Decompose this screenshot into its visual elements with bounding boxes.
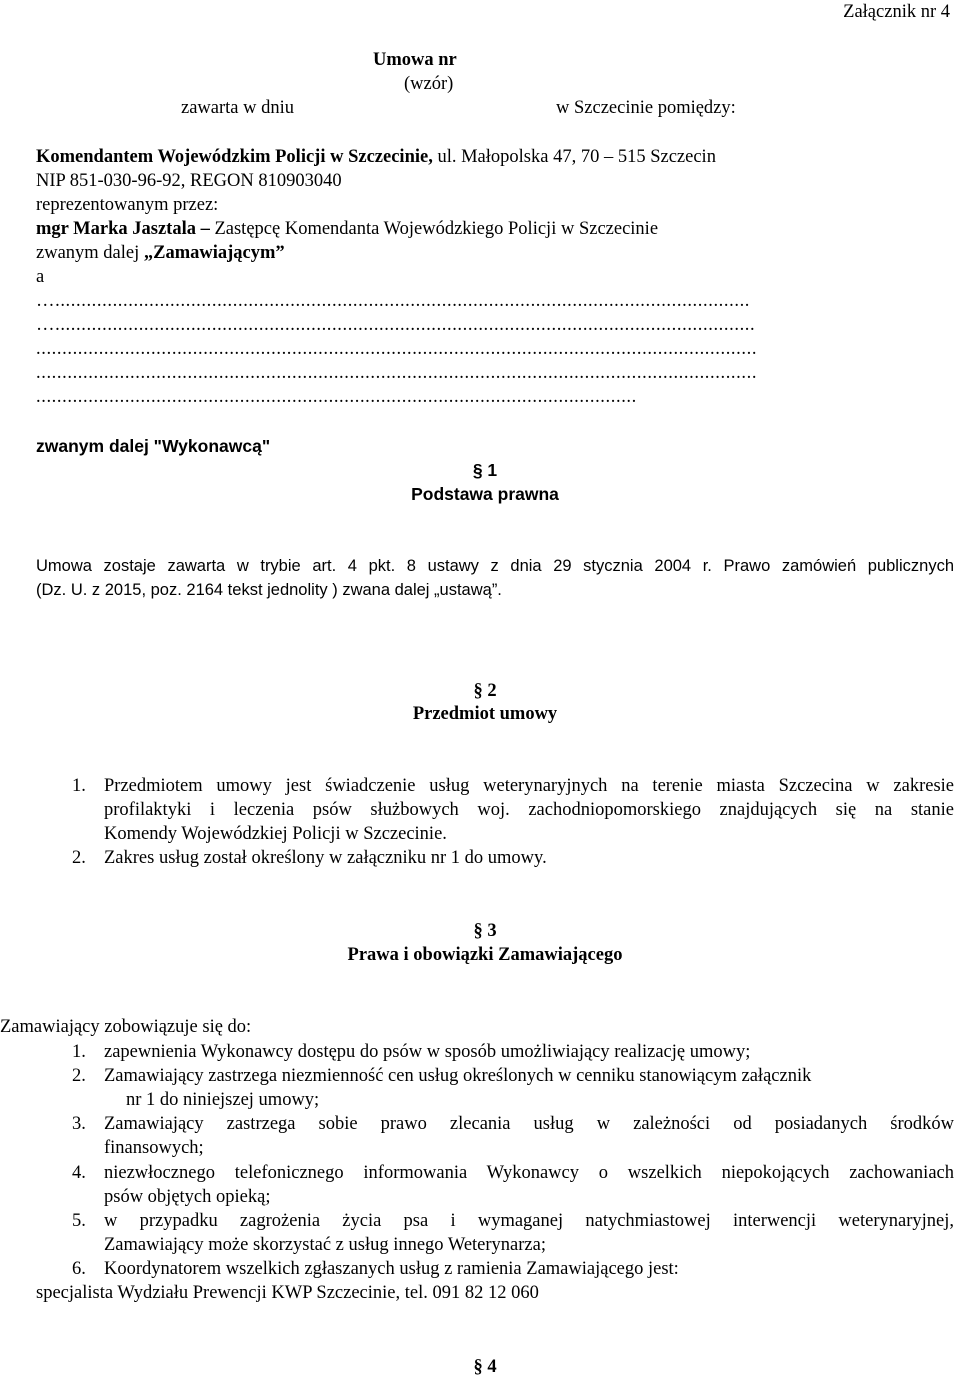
section-4-number: § 4 bbox=[473, 1357, 497, 1377]
contractor-alias: zwanym dalej "Wykonawcą" bbox=[36, 436, 271, 456]
contractor-placeholder-line-3: .......................................................................................................................................... bbox=[36, 340, 758, 359]
represented-by-label: reprezentowanym przez: bbox=[36, 195, 219, 215]
section-3-item-6-line-1: Koordynatorem wszelkich zgłaszanych usług z ramienia Zamawiającego jest: bbox=[104, 1259, 679, 1279]
contractor-placeholder-line-5: ................................................................................................................... bbox=[36, 388, 637, 407]
section-3-item-3-number: 3. bbox=[72, 1114, 86, 1134]
section-1-text-line-1: Umowa zostaje zawarta w trybie art. 4 pkt. 8 ustawy z dnia 29 stycznia 2004 r. Prawo zamówień publicznych bbox=[36, 557, 954, 575]
section-1-title: Podstawa prawna bbox=[411, 484, 559, 504]
section-3-item-2-line-2: nr 1 do niniejszej umowy; bbox=[126, 1090, 320, 1110]
section-3-item-3-line-2: finansowych; bbox=[104, 1138, 204, 1158]
section-3-item-6-number: 6. bbox=[72, 1259, 86, 1279]
section-3-item-5-number: 5. bbox=[72, 1211, 86, 1231]
section-3-item-2-line-1: Zamawiający zastrzega niezmienność cen usług określonych w cenniku stanowiącym załącznik bbox=[104, 1066, 812, 1086]
contractor-placeholder-line-4: .......................................................................................................................................... bbox=[36, 364, 758, 383]
concluded-on-label: zawarta w dniu bbox=[181, 98, 295, 118]
section-1-number: § 1 bbox=[472, 460, 498, 480]
section-3-title: Prawa i obowiązki Zamawiającego bbox=[347, 945, 623, 965]
section-3-item-5-line-1: w przypadku zagrożenia życia psa i wymaganej natychmiastowej interwencji weterynaryjnej, bbox=[104, 1211, 954, 1231]
client-name: Komendantem Wojewódzkim Policji w Szczecinie, bbox=[36, 147, 433, 167]
representative-name: mgr Marka Jasztala – bbox=[36, 219, 210, 239]
section-2-number: § 2 bbox=[473, 681, 497, 701]
place-between-label: w Szczecinie pomiędzy: bbox=[556, 98, 736, 118]
and-conjunction: a bbox=[36, 267, 45, 287]
section-3-item-1-number: 1. bbox=[72, 1042, 86, 1062]
section-3-item-6-line-2: specjalista Wydziału Prewencji KWP Szczecinie, tel. 091 82 12 060 bbox=[36, 1283, 539, 1303]
section-3-item-5-line-2: Zamawiający może skorzystać z usług innego Weterynarza; bbox=[104, 1235, 546, 1255]
section-3-item-1-line-1: zapewnienia Wykonawcy dostępu do psów w sposób umożliwiający realizację umowy; bbox=[104, 1042, 751, 1062]
section-2-item-1-line-2: profilaktyki i leczenia psów służbowych woj. zachodniopomorskiego znajdujących się na stanie bbox=[104, 800, 954, 820]
representative-role: Zastępcę Komendanta Wojewódzkiego Policji w Szczecinie bbox=[209, 219, 659, 239]
section-3-intro: Zamawiający zobowiązuje się do: bbox=[0, 1017, 252, 1037]
representative-line bbox=[36, 220, 658, 239]
attachment-label: Załącznik nr 4 bbox=[843, 2, 950, 22]
contractor-placeholder-line-2: …...................................................................................................................................... bbox=[36, 316, 756, 335]
contract-subtitle: (wzór) bbox=[404, 74, 454, 94]
section-3-item-2-number: 2. bbox=[72, 1066, 86, 1086]
section-2-item-2-line-1: Zakres usług został określony w załączniku nr 1 do umowy. bbox=[104, 848, 547, 868]
section-2-item-2-number: 2. bbox=[72, 848, 86, 868]
client-alias: zwanym dalej „Zamawiającym” bbox=[36, 243, 285, 263]
client-alias-bold: „Zamawiającym” bbox=[143, 243, 285, 263]
client-address: ul. Małopolska 47, 70 – 515 Szczecin bbox=[432, 147, 716, 167]
section-2-title: Przedmiot umowy bbox=[412, 704, 558, 724]
client-line bbox=[36, 148, 716, 167]
section-3-item-3-line-1: Zamawiający zastrzega sobie prawo zlecania usług w zależności od posiadanych środków bbox=[104, 1114, 954, 1134]
section-3-number: § 3 bbox=[473, 921, 497, 941]
section-3-item-4-number: 4. bbox=[72, 1163, 86, 1183]
contract-title: Umowa nr bbox=[373, 50, 457, 70]
section-2-item-1-number: 1. bbox=[72, 776, 86, 796]
section-2-item-1-line-1: Przedmiotem umowy jest świadczenie usług weterynaryjnych na terenie miasta Szczecina w zakresie bbox=[104, 776, 954, 796]
contractor-placeholder-line-1: …..................................................................................................................................... bbox=[36, 292, 751, 311]
section-2-item-1-line-3: Komendy Wojewódzkiej Policji w Szczecinie. bbox=[104, 824, 447, 844]
section-3-item-4-line-2: psów objętych opieką; bbox=[104, 1187, 271, 1207]
client-ids: NIP 851-030-96-92, REGON 810903040 bbox=[36, 171, 342, 191]
section-3-item-4-line-1: niezwłocznego telefonicznego informowania Wykonawcy o wszelkich niepokojących zachowaniach bbox=[104, 1163, 954, 1183]
section-1-text-line-2: (Dz. U. z 2015, poz. 2164 tekst jednolity ) zwana dalej „ustawą”. bbox=[36, 581, 502, 599]
